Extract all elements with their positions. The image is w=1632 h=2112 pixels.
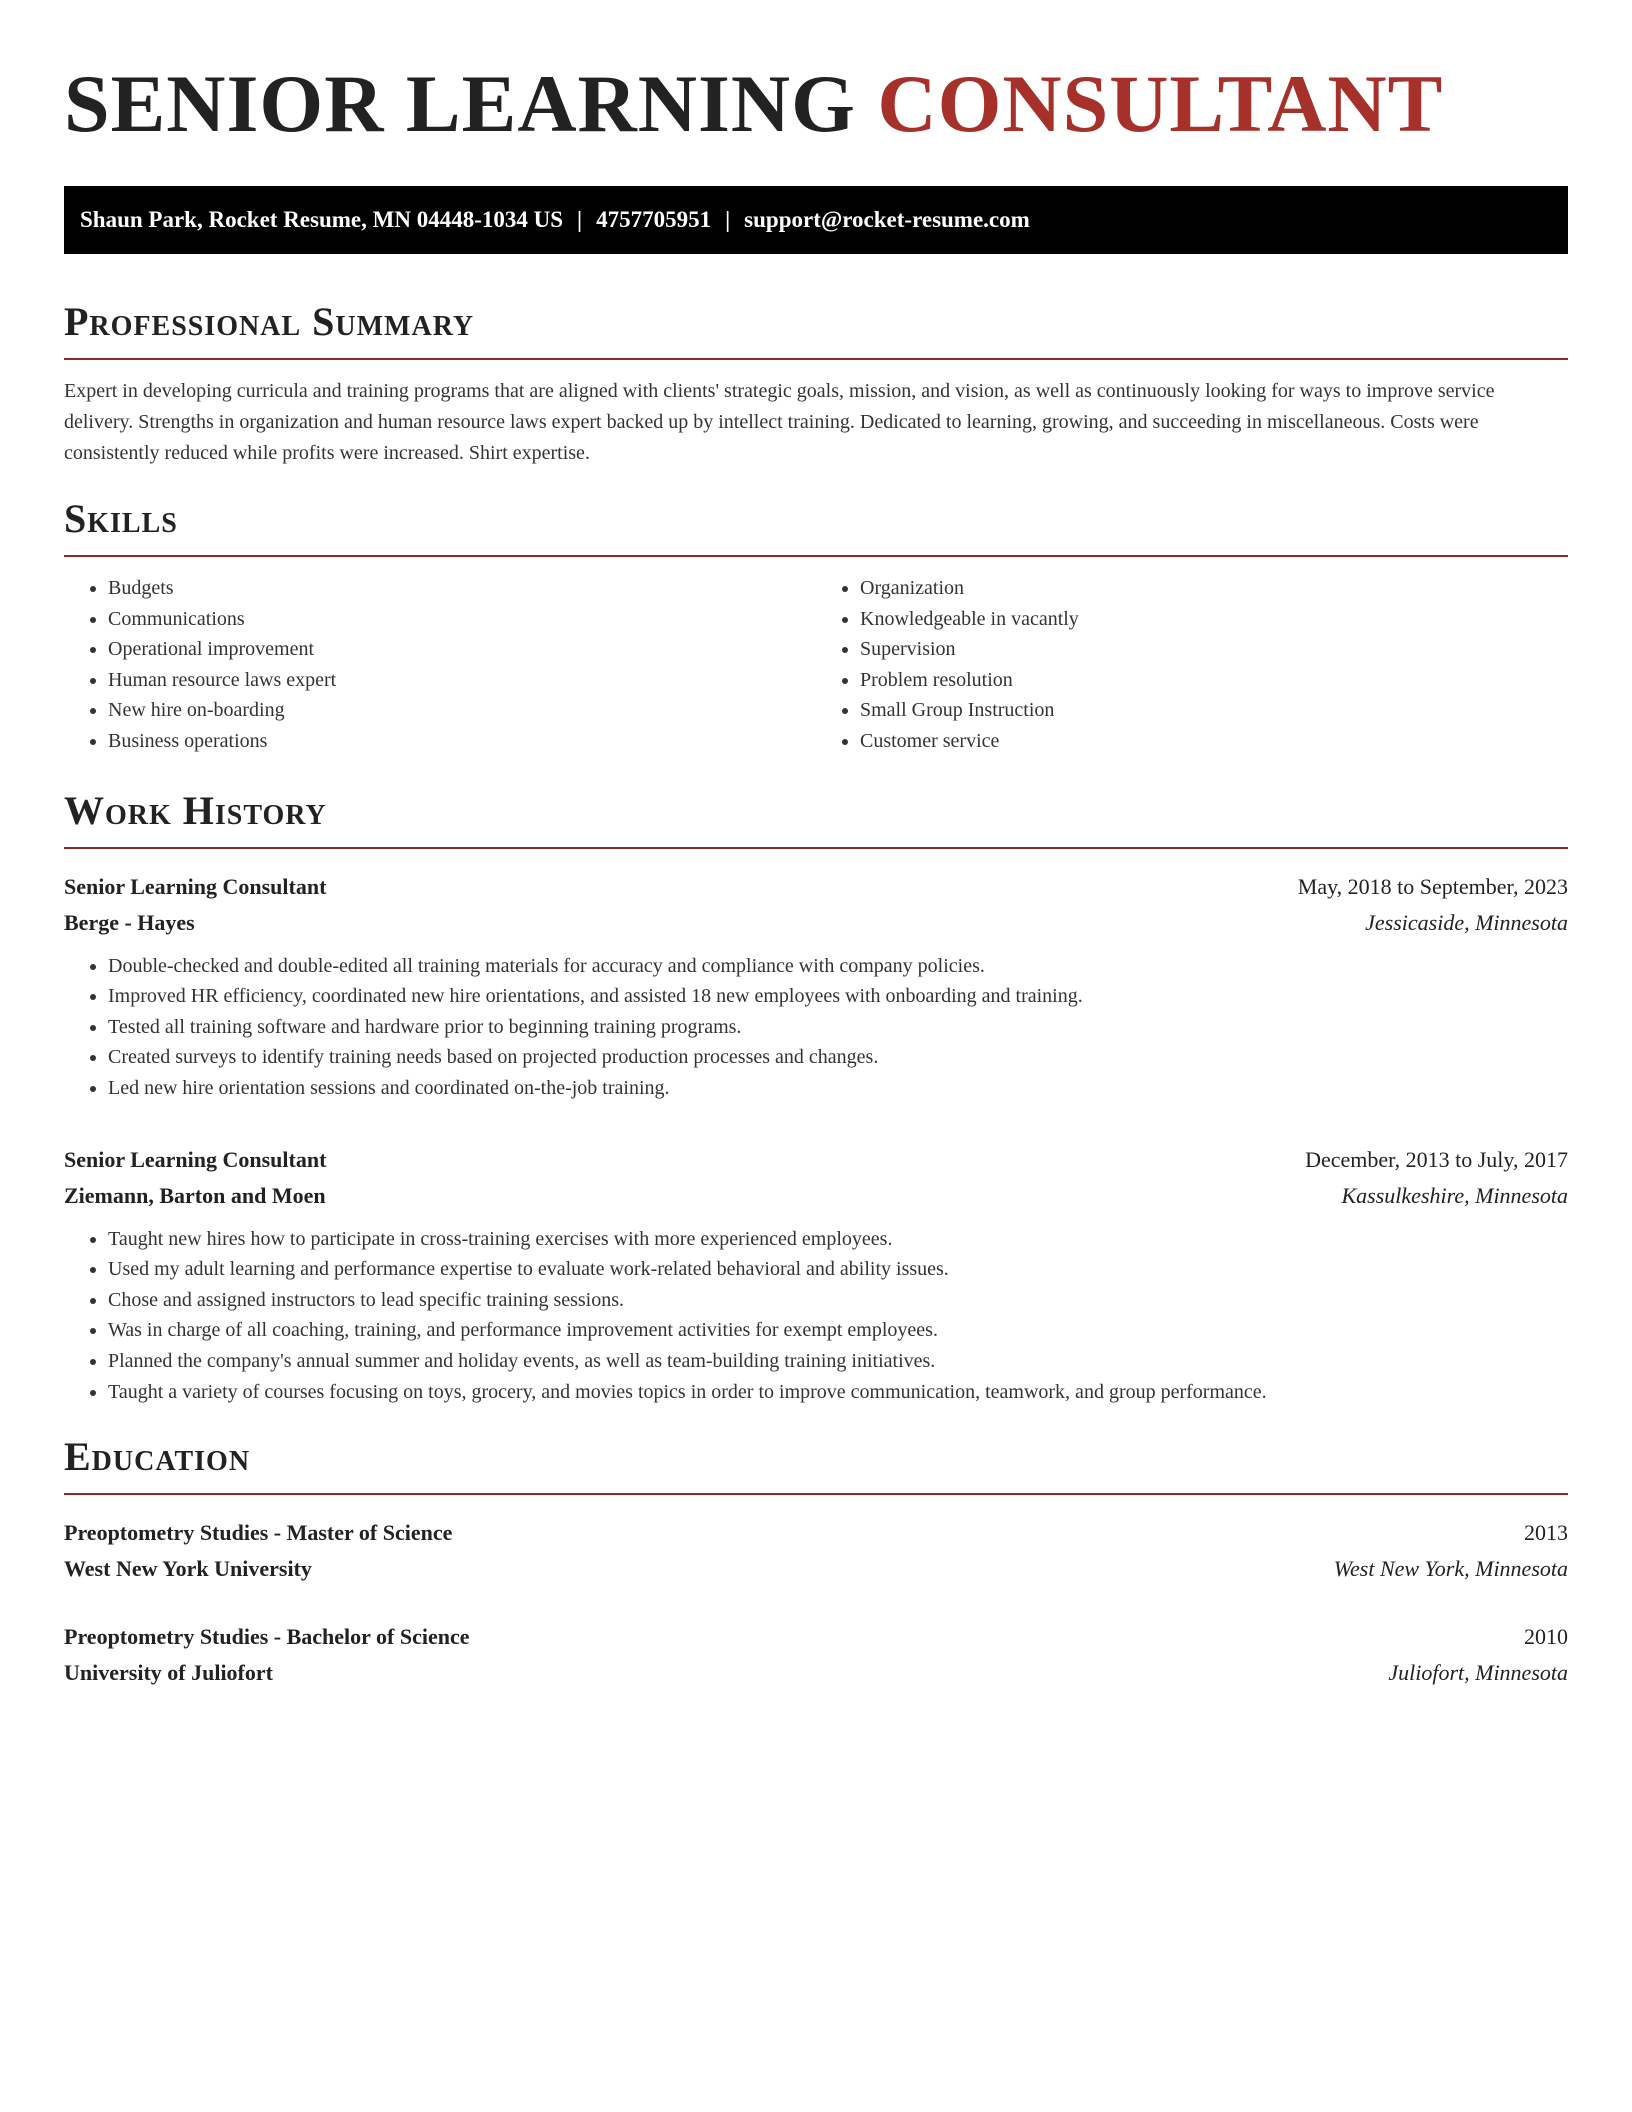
skills-column-left [64,573,816,757]
skill-item: • Budgets [108,573,816,604]
job-dates: May, 2018 to September, 2023 [1297,873,1568,899]
education-school: West New York University [64,1556,312,1582]
skill-item: • Business operations [108,726,816,757]
job-bullet: • Double-checked and double-edited all training materials for accuracy and compliance with company policies. [108,951,1568,982]
education-school: University of Juliofort [64,1660,273,1686]
skill-item: • Operational improvement [108,634,816,665]
resume-title [64,0,1568,152]
contact-phone: 4757705951 [596,207,712,232]
contact-email: support@rocket-resume.com [744,207,1030,232]
skills-column-right [816,573,1568,757]
summary-text: Expert in developing curricula and training programs that are aligned with clients' strategic goals, mission, and vision, as well as continuously looking for ways to improve service delivery. Strengths in organization and human resource laws expert backed up by intellect training. Dedicated to learning, growing, and succeeding in miscellaneous. Costs were consistently reduced while profits were increased. Shirt expertise. [64,380,1495,464]
job-bullet: • Created surveys to identify training needs based on projected production processes and changes. [108,1042,1568,1073]
title-accent: CONSULTANT [877,58,1444,149]
skill-item: • Small Group Instruction [860,695,1568,726]
job-bullet: • Was in charge of all coaching, training, and performance improvement activities for exempt employees. [108,1315,1568,1346]
job-entry [64,869,1568,1104]
job-bullet: • Led new hire orientation sessions and coordinated on-the-job training. [108,1073,1568,1104]
skill-item: • Organization [860,573,1568,604]
education-heading: Education [64,1433,1568,1495]
education-degree: Preoptometry Studies - Master of Science [64,1520,453,1546]
skill-item: • Communications [108,604,816,635]
job-entry [64,1142,1568,1408]
job-dates: December, 2013 to July, 2017 [1305,1146,1568,1172]
skill-item: • Problem resolution [860,665,1568,696]
contact-separator: | [725,207,731,232]
job-location: Kassulkeshire, Minnesota [1341,1182,1568,1208]
education-location: West New York, Minnesota [1333,1556,1568,1582]
skill-item: • Customer service [860,726,1568,757]
education-entry [64,1515,1568,1587]
job-bullets [64,1224,1568,1408]
education-location: Juliofort, Minnesota [1388,1660,1568,1686]
summary-heading: Professional Summary [64,298,1568,360]
skill-item: • New hire on-boarding [108,695,816,726]
job-bullet: • Tested all training software and hardware prior to beginning training programs. [108,1012,1568,1043]
title-main: SENIOR LEARNING [64,58,856,149]
education-entry [64,1619,1568,1691]
contact-address: Shaun Park, Rocket Resume, MN 04448-1034 US [80,207,563,232]
job-bullet: • Planned the company's annual summer and holiday events, as well as team-building training initiatives. [108,1346,1568,1377]
job-title: Senior Learning Consultant [64,873,327,899]
job-company: Ziemann, Barton and Moen [64,1182,326,1208]
skill-item: • Human resource laws expert [108,665,816,696]
education-year: 2013 [1524,1520,1568,1546]
contact-separator: | [577,207,583,232]
job-bullet: • Used my adult learning and performance expertise to evaluate work-related behavioral and ability issues. [108,1254,1568,1285]
job-bullet: • Chose and assigned instructors to lead specific training sessions. [108,1285,1568,1316]
skill-item: • Supervision [860,634,1568,665]
education-degree: Preoptometry Studies - Bachelor of Science [64,1624,470,1650]
job-location: Jessicaside, Minnesota [1365,909,1568,935]
skill-item: • Knowledgeable in vacantly [860,604,1568,635]
job-bullet: • Improved HR efficiency, coordinated new hire orientations, and assisted 18 new employees with onboarding and training. [108,981,1568,1012]
work-history-heading: Work History [64,787,1568,849]
job-bullet: • Taught a variety of courses focusing on toys, grocery, and movies topics in order to improve communication, teamwork, and group performance. [108,1377,1568,1408]
job-bullets [64,951,1568,1104]
job-bullet: • Taught new hires how to participate in cross-training exercises with more experienced employees. [108,1224,1568,1255]
skills-heading: Skills [64,495,1568,557]
education-year: 2010 [1524,1624,1568,1650]
skills-list [64,573,1568,757]
contact-bar [64,186,1568,254]
job-company: Berge - Hayes [64,909,195,935]
job-title: Senior Learning Consultant [64,1146,327,1172]
